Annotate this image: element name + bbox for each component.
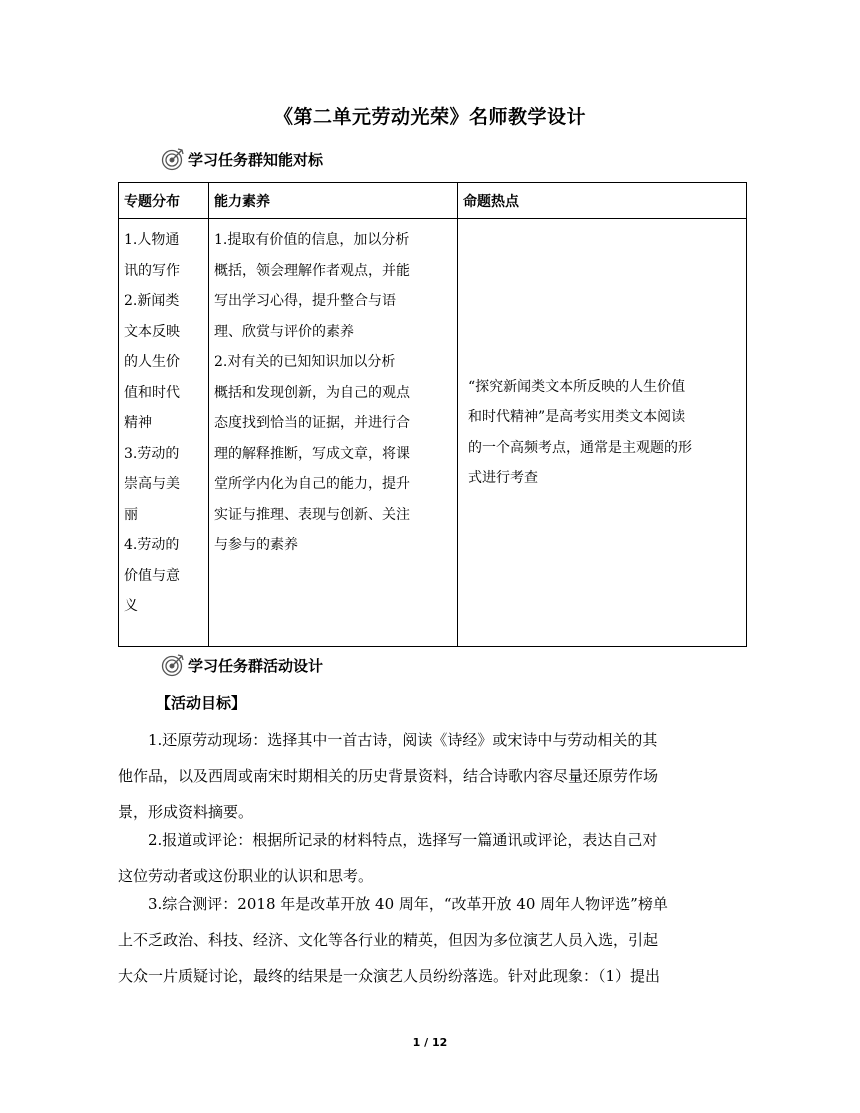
topic-line: 文本反映 xyxy=(124,323,180,340)
paragraph-line: 2.报道或评论：根据所记录的材料特点，选择写一篇通讯或评论，表达自己对 xyxy=(118,831,658,849)
hotspot-lines xyxy=(458,372,746,494)
table-header-row xyxy=(119,183,747,219)
section-heading-knowledge xyxy=(160,146,323,172)
paragraph xyxy=(118,822,748,894)
paragraph xyxy=(118,886,748,994)
paragraph-line: 大众一片质疑讨论，最终的结果是一众演艺人员纷纷落选。针对此现象：（1）提出 xyxy=(118,967,661,985)
knowledge-table xyxy=(118,182,747,647)
topic-line: 崇高与美 xyxy=(124,476,180,492)
paragraph-line: 景，形成资料摘要。 xyxy=(118,803,254,821)
topic-line: 值和时代 xyxy=(124,384,180,401)
topic-line: 价值与意 xyxy=(124,567,180,584)
page-number: 1 / 12 xyxy=(412,1036,448,1049)
ability-line: 与参与的素养 xyxy=(214,537,298,553)
ability-line: 理、欣赏与评价的素养 xyxy=(214,323,354,340)
ability-line: 2.对有关的已知知识加以分析 xyxy=(214,354,396,370)
ability-line: 堂所学内化为自己的能力，提升 xyxy=(214,476,410,492)
topic-line: 4.劳动的 xyxy=(124,537,180,553)
ability-line: 态度找到恰当的证据，并进行合 xyxy=(214,415,410,431)
topic-line: 的人生价 xyxy=(124,354,180,370)
hotspot-line: “探究新闻类文本所反映的人生价值 xyxy=(468,378,686,395)
document-title: 《第二单元劳动光荣》名师教学设计 xyxy=(273,106,586,128)
table-header-cell: 专题分布 xyxy=(119,183,209,219)
topic-line: 义 xyxy=(124,598,138,614)
paragraph-line: 这位劳动者或这份职业的认识和思考。 xyxy=(118,867,374,885)
ability-cell xyxy=(209,219,458,647)
ability-line: 1.提取有价值的信息，加以分析 xyxy=(214,232,410,248)
ability-line: 概括和发现创新，为自己的观点 xyxy=(214,384,410,401)
topic-line: 1.人物通 xyxy=(124,232,180,248)
paragraph xyxy=(118,722,748,830)
ability-line: 理的解释推断，写成文章，将课 xyxy=(214,445,410,462)
table-header-cell: 命题热点 xyxy=(458,183,747,219)
topic-line: 讯的写作 xyxy=(124,262,180,279)
topic-line: 3.劳动的 xyxy=(124,445,180,462)
hotspot-line: 的一个高频考点，通常是主观题的形 xyxy=(468,439,692,456)
paragraph-line: 上不乏政治、科技、经济、文化等各行业的精英，但因为多位演艺人员入选，引起 xyxy=(118,931,659,949)
ability-line: 写出学习心得，提升整合与语 xyxy=(214,293,396,309)
paragraph-line: 3.综合测评：2018 年是改革开放 40 周年，“改革开放 40 周年人物评选”榜单 xyxy=(118,895,668,913)
table-row xyxy=(119,219,747,647)
paragraph-line: 他作品，以及西周或南宋时期相关的历史背景资料，结合诗歌内容尽量还原劳作场 xyxy=(118,767,659,785)
target-icon xyxy=(160,146,186,172)
hotspot-cell xyxy=(458,219,747,647)
section-heading-label: 学习任务群知能对标 xyxy=(188,150,324,169)
section-heading-label: 学习任务群活动设计 xyxy=(188,656,324,675)
ability-line: 实证与推理、表现与创新、关注 xyxy=(214,506,410,523)
topic-line: 2.新闻类 xyxy=(124,293,180,309)
topic-cell xyxy=(119,219,209,647)
activity-goal-heading: 【活动目标】 xyxy=(156,694,247,712)
target-icon xyxy=(160,652,186,678)
hotspot-line: 和时代精神”是高考实用类文本阅读 xyxy=(468,409,686,425)
section-heading-activity xyxy=(160,652,323,678)
ability-lines xyxy=(209,219,457,561)
hotspot-line: 式进行考查 xyxy=(468,470,538,486)
topic-line: 丽 xyxy=(124,506,138,523)
table-header-cell: 能力素养 xyxy=(209,183,458,219)
ability-line: 概括，领会理解作者观点，并能 xyxy=(214,262,410,279)
paragraph-line: 1.还原劳动现场：选择其中一首古诗，阅读《诗经》或宋诗中与劳动相关的其 xyxy=(118,731,658,749)
topic-lines xyxy=(119,219,208,622)
topic-line: 精神 xyxy=(124,415,152,431)
